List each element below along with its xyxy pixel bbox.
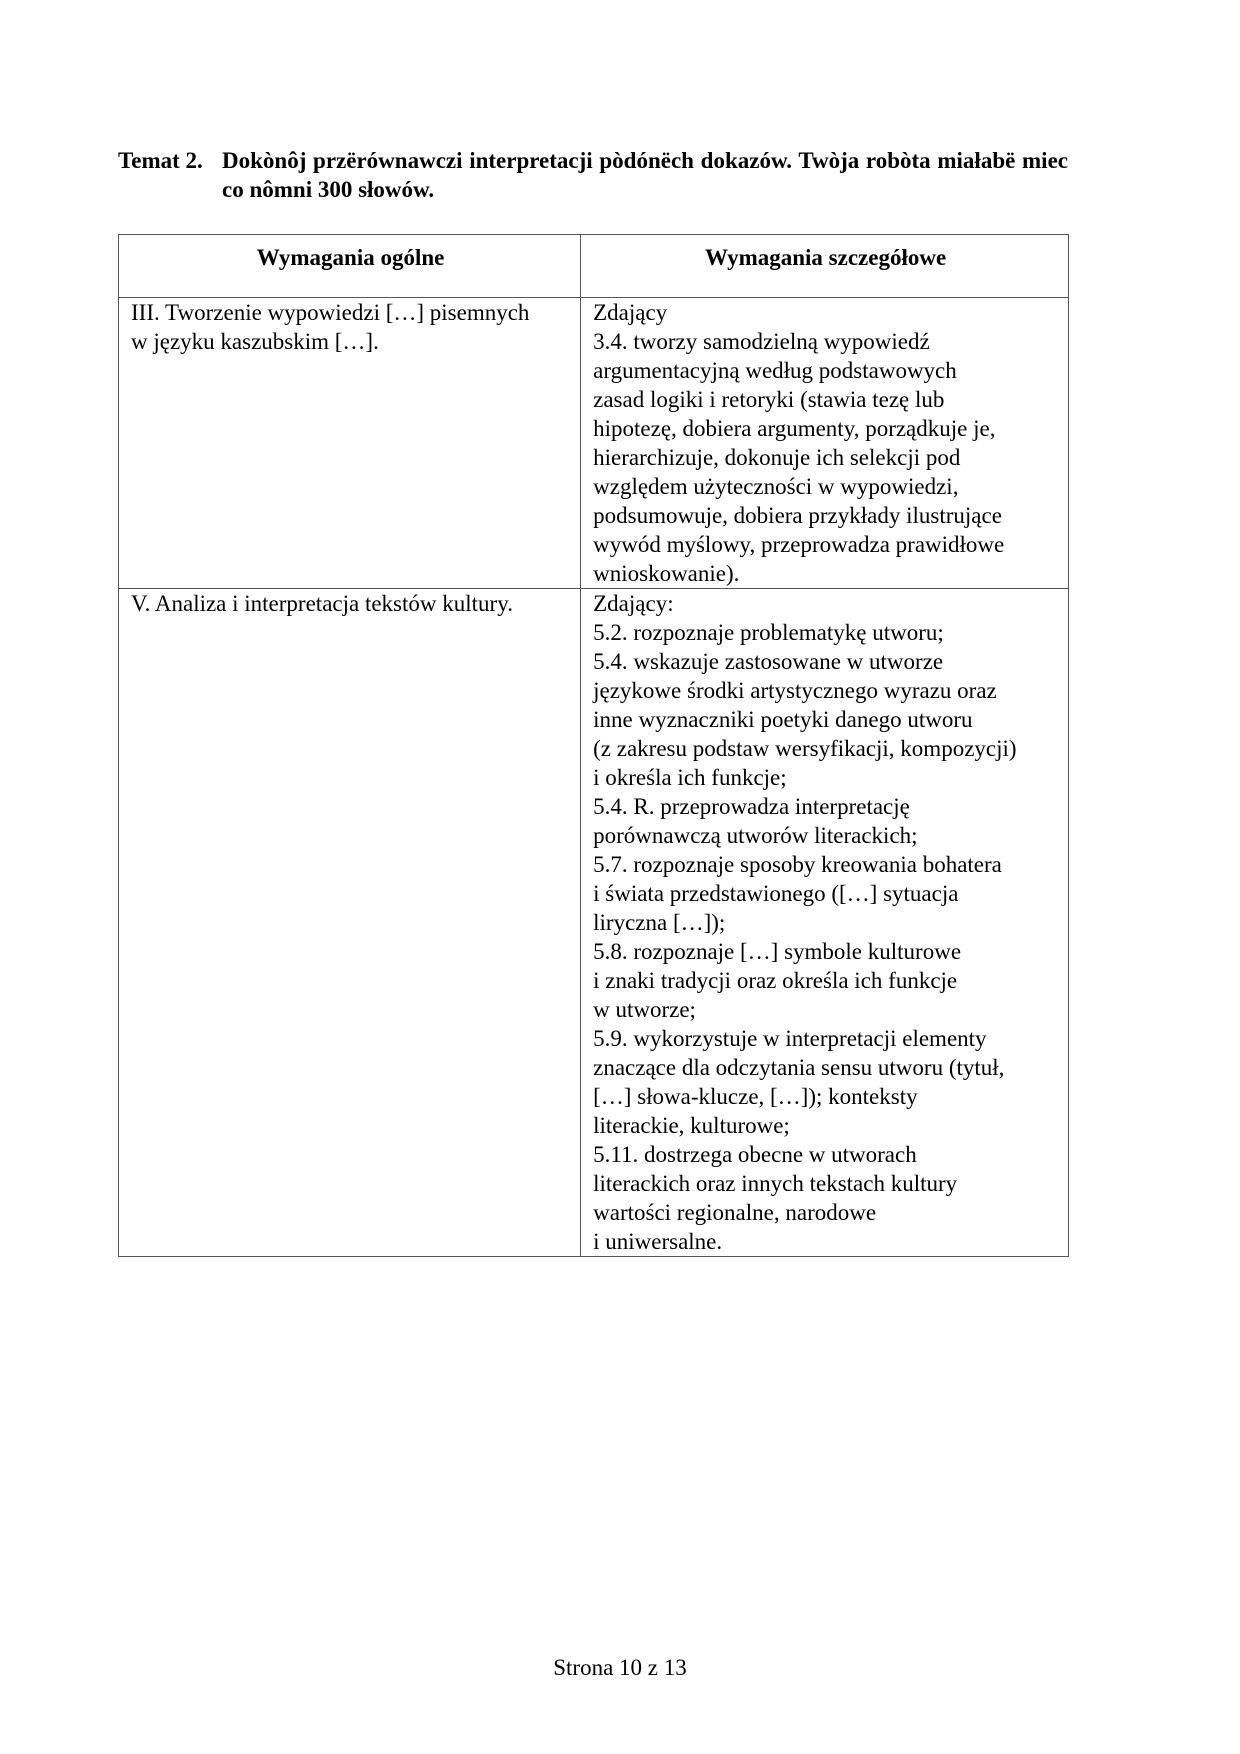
cell-line: w utworze; [593,997,696,1022]
cell-line: argumentacyjną według podstawowych [593,358,957,383]
cell-line: 5.11. dostrzega obecne w utworach [593,1142,917,1167]
cell-line: porównawczą utworów literackich; [593,823,918,848]
header-general-requirements: Wymagania ogólne [119,235,581,298]
cell-line: 5.2. rozpoznaje problematykę utworu; [593,620,944,645]
cell-line: podsumowuje, dobiera przykłady ilustrujące [593,503,1002,528]
cell-line: 5.4. wskazuje zastosowane w utworze [593,649,944,674]
cell-line: III. Tworzenie wypowiedzi […] pisemnych [131,300,530,325]
detailed-requirement-cell [581,298,1069,589]
cell-line: znaczące dla odczytania sensu utworu (tytuł, [593,1055,1005,1080]
cell-line: 5.4. R. przeprowadza interpretację [593,794,910,819]
cell-line: 5.7. rozpoznaje sposoby kreowania bohatera [593,852,1002,877]
cell-line: Zdający [593,300,668,325]
cell-line: wartości regionalne, narodowe [593,1200,877,1225]
table-header-row [119,235,1069,298]
general-requirement-cell [119,298,581,589]
topic-label: Temat 2. [118,148,203,173]
cell-line: 3.4. tworzy samodzielną wypowiedź [593,329,930,354]
cell-line: inne wyznaczniki poetyki danego utworu [593,707,973,732]
cell-line: (z zakresu podstaw wersyfikacji, kompozycji) [593,736,1017,761]
cell-line: V. Analiza i interpretacja tekstów kultury. [131,591,513,616]
cell-line: 5.9. wykorzystuje w interpretacji elementy [593,1026,987,1051]
table-row [119,589,1069,1257]
page-number: Strona 10 z 13 [553,1655,687,1680]
cell-line: hipotezę, dobiera argumenty, porządkuje je, [593,416,996,441]
cell-line: i określa ich funkcje; [593,765,787,790]
requirements-table [118,234,1069,1257]
detailed-requirement-cell [581,589,1069,1257]
cell-line: i znaki tradycji oraz określa ich funkcje [593,968,958,993]
topic-heading [118,146,1068,204]
cell-line: hierarchizuje, dokonuje ich selekcji pod [593,445,961,470]
cell-line: liryczna […]); [593,910,726,935]
topic-text: Dokònôj przërównawczi interpretacji pòdónëch dokazów. Twòja robòta miałabë miec co nômni 300 słowów. [222,148,1068,202]
cell-line: i świata przedstawionego ([…] sytuacja [593,881,959,906]
cell-line: w języku kaszubskim […]. [131,329,379,354]
general-requirement-cell [119,589,581,1257]
cell-line: literackich oraz innych tekstach kultury [593,1171,958,1196]
cell-line: względem użyteczności w wypowiedzi, [593,474,959,499]
cell-line: językowe środki artystycznego wyrazu oraz [593,678,997,703]
table-row [119,298,1069,589]
cell-line: Zdający: [593,591,674,616]
cell-line: […] słowa-klucze, […]); konteksty [593,1084,918,1109]
cell-line: i uniwersalne. [593,1229,723,1254]
cell-line: zasad logiki i retoryki (stawia tezę lub [593,387,945,412]
cell-line: literackie, kulturowe; [593,1113,790,1138]
cell-line: 5.8. rozpoznaje […] symbole kulturowe [593,939,962,964]
cell-line: wnioskowanie). [593,561,740,586]
header-detailed-requirements: Wymagania szczegółowe [581,235,1069,298]
cell-line: wywód myślowy, przeprowadza prawidłowe [593,532,1005,557]
